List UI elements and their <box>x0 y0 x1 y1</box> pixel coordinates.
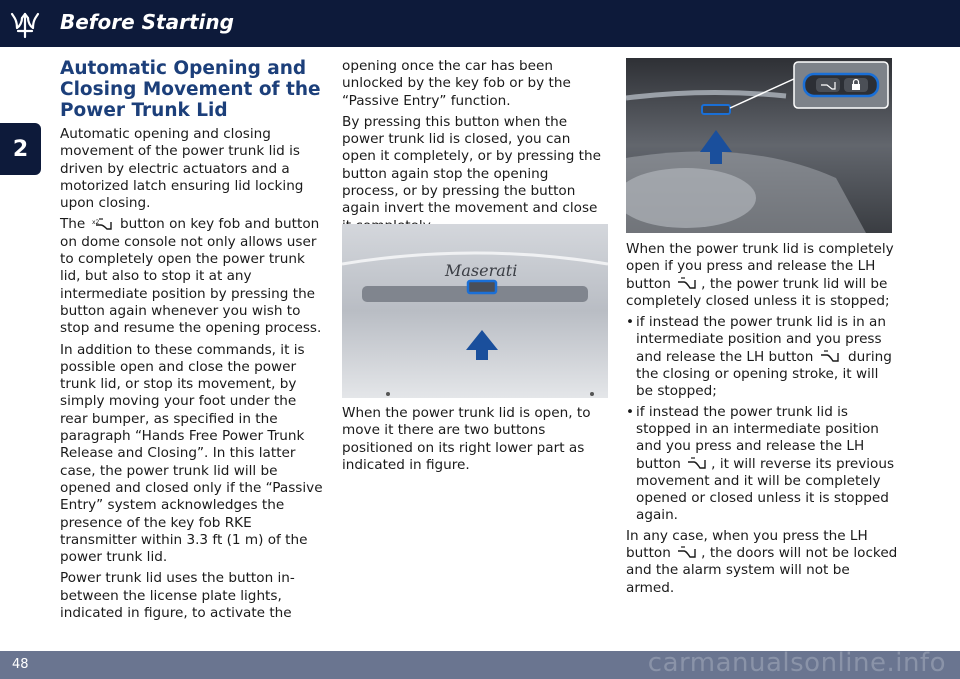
svg-text:x2: x2 <box>91 219 99 227</box>
paragraph: When the power trunk lid is completely open if you press and release the LH button , the power trunk lid will be completely closed unless it is stopped; <box>626 241 894 309</box>
badge-text: Maserati <box>445 261 518 280</box>
trunk-button-icon <box>685 456 711 472</box>
column-3 <box>626 241 898 601</box>
column-2 <box>342 58 608 239</box>
page-number: 48 <box>12 657 29 672</box>
header-bar <box>0 0 960 47</box>
chapter-tab: 2 <box>0 123 41 175</box>
watermark: carmanualsonline.info <box>647 648 946 678</box>
trunk-button-highlight <box>468 281 496 293</box>
paragraph: opening once the car has been unlocked by the key fob or by the “Passive Entry” function. <box>342 58 571 109</box>
paragraph: When the power trunk lid is open, to move it there are two buttons positioned on its right lower part as indicated in figure. <box>342 405 591 473</box>
trunk-interior-buttons-figure <box>626 58 892 233</box>
list-item: • if instead the power trunk lid is in an intermediate position and you press and release the LH button during the closing or opening stroke, it will be stopped; <box>626 314 892 400</box>
paragraph: The x2 button on key fob and button on dome console not only allows user to completely open the power trunk lid, but also to stop it at any intermediate position by pressing the button again whenever you wish to stop and resume the opening process. <box>60 216 322 337</box>
trunk-button-icon <box>675 545 701 561</box>
page-heading: Automatic Opening and Closing Movement of the Power Trunk Lid <box>60 58 321 121</box>
trunk-button-icon <box>818 349 844 365</box>
interior-button-highlight <box>702 105 730 114</box>
trunk-button-icon <box>675 276 701 292</box>
paragraph: By pressing this button when the power trunk lid is closed, you can open it completely, or by pressing the button again stop the opening process, or by pressing the button again invert the movement and close <box>342 113 601 217</box>
paragraph: In addition to these commands, it is possible open and close the power trunk lid, or stop its movement, by simply moving your foot under the rear bumper, as specified in the paragraph “Hands Free Power Trunk Release and Closing”. In this latter case, the power trunk lid will be opened and closed only if the “Passive Entry” system acknowledges the presence of the key fob RKE transmitter within 3.3 ft (1 m) of the power trunk lid. <box>60 341 323 566</box>
paragraph: In any case, when you press the LH button , the doors will not be locked and the alarm system will not be armed. <box>626 527 898 596</box>
paragraph: Automatic opening and closing movement of the power trunk lid is driven by electric actuators and a motorized latch ensuring lid locking upon closing. <box>60 126 304 212</box>
trident-logo-icon <box>8 6 42 40</box>
section-title: Before Starting <box>60 10 234 34</box>
trunk-exterior-button-figure <box>342 224 608 398</box>
column-1 <box>60 58 328 626</box>
paragraph: Power trunk lid uses the button in-between the license plate lights, indicated in figure, to activate the <box>60 570 295 622</box>
column-2-lower <box>342 405 608 478</box>
trunk-button-icon <box>90 216 116 232</box>
lock-icon <box>852 84 860 90</box>
list-item: • if instead the power trunk lid is stopped in an intermediate position and you press and release the LH button , it will reverse its previous movement and it will be completely opened or closed unless it is stopped again. <box>626 403 895 524</box>
